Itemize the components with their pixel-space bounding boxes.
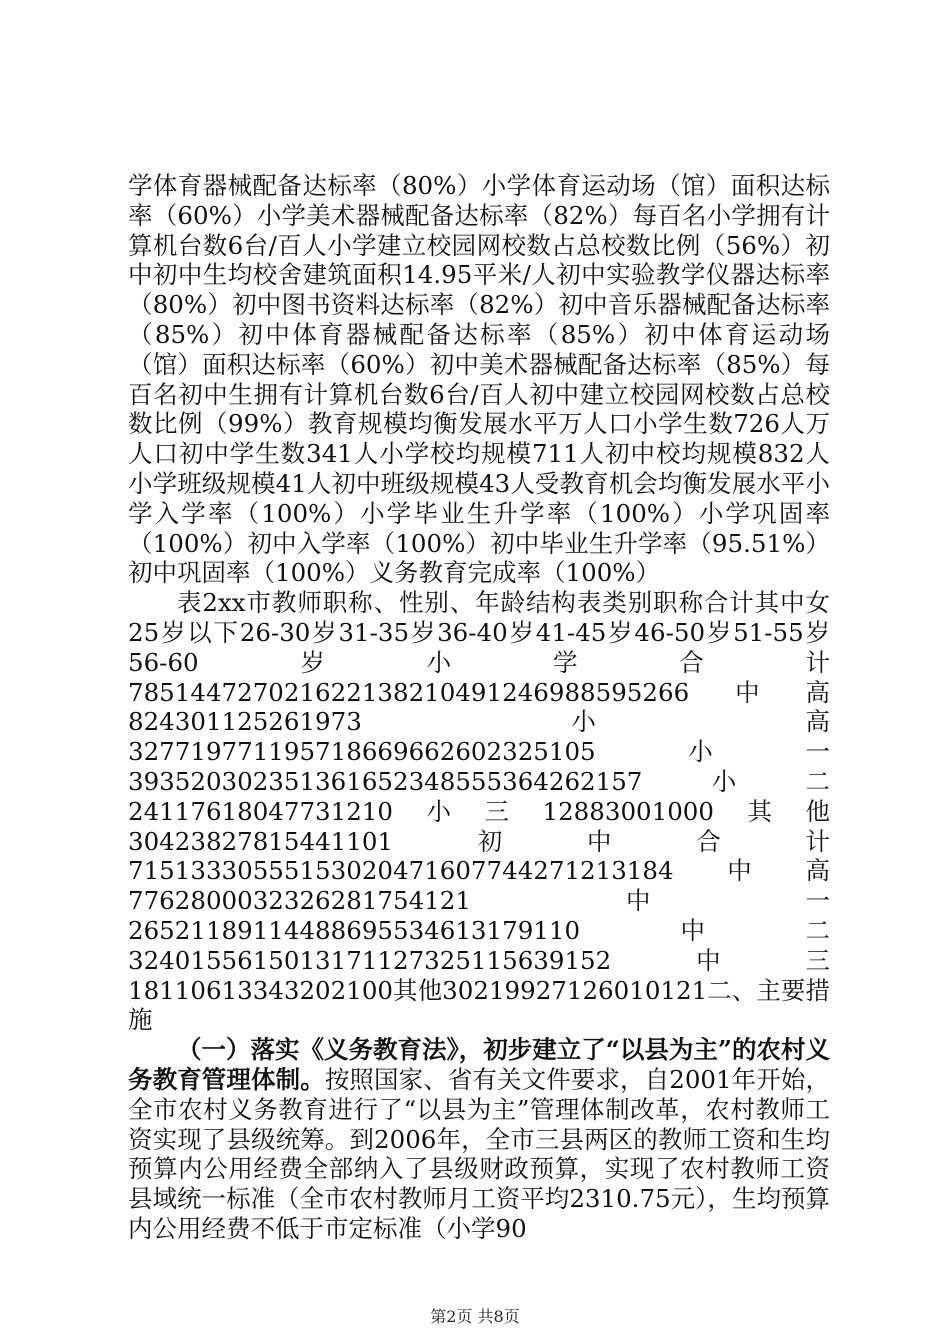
section-heading: （一）落实《义务教育法》，初步建立了“以县为主”的农村义务教育管理体制。 [128, 1035, 830, 1094]
paragraph-teacher-table: 表2xx市教师职称、性别、年龄结构表类别职称合计其中女25岁以下26-30岁31-35岁36-40岁41-45岁46-50岁51-55岁56-60岁小学合计7851447270216221382104912469885952​66中高824301125261973小高3277197711957186696626023251​05小一39352030235136165234855536426215​7小二24117618047731210小三12883001000其他30423827815441101初中合计71513330555153020471607744271213184中高776280003232628175​4121中一26521189114488695534613179110中二32401556150131711273251156391​52中三18110613343202100其他30219927126010121二、主要措施 [128, 588, 830, 1035]
document-body [128, 171, 830, 1244]
paragraph-statistics: 学体育器械配备达标率（80%）小学体育运动场（馆）面积达标率（60%）小学美术器械配备达标率（82%）每百名小学拥有计算机台数6台/百人小学建立校园网校数占总校数比例（56%）初中初中生均校舍建筑面积14.95平米/人初中实验教学仪器达标率（80%）初中图书资料达标率（82%）初中音乐器械配备达标率（85%）初中体育器械配备达标率（85%）初中体育运动场（馆）面积达标率（60%）初中美术器械配备达标率（85%）每百名初中生拥有计算机台数6台/百人初中建立校园网校数占总校数比例（99%）教育规模均衡发展水平万人口小学生数726人万人口初中学生数341人小学校均规模711人初中校均规模832人小学班级规模41人初中班级规模43人受教育机会均衡发展水平小学入学率（100%）小学毕业生升学率（100%）小学巩固率（100%）初中入学率（100%）初中毕业生升学率（95.51%）初中巩固率（100%）义务教育完成率（100%） [128, 171, 830, 588]
section-body: 按照国家、省有关文件要求，自2001年开始，全市农村义务教育进行了“以县为主”管理体制改革，农村教师工资实现了县级统筹。到2006年，全市三县两区的教师工资和生均预算内公用经费全部纳入了县级财政预算，实现了农村教师工资县域统一标准（全市农村教师月工资平均2310.75元），生均预算内公用经费不低于市定标准（小学90 [128, 1064, 830, 1243]
paragraph-section-one [128, 1035, 830, 1244]
page-footer: 第2页 共8页 [430, 1307, 520, 1326]
